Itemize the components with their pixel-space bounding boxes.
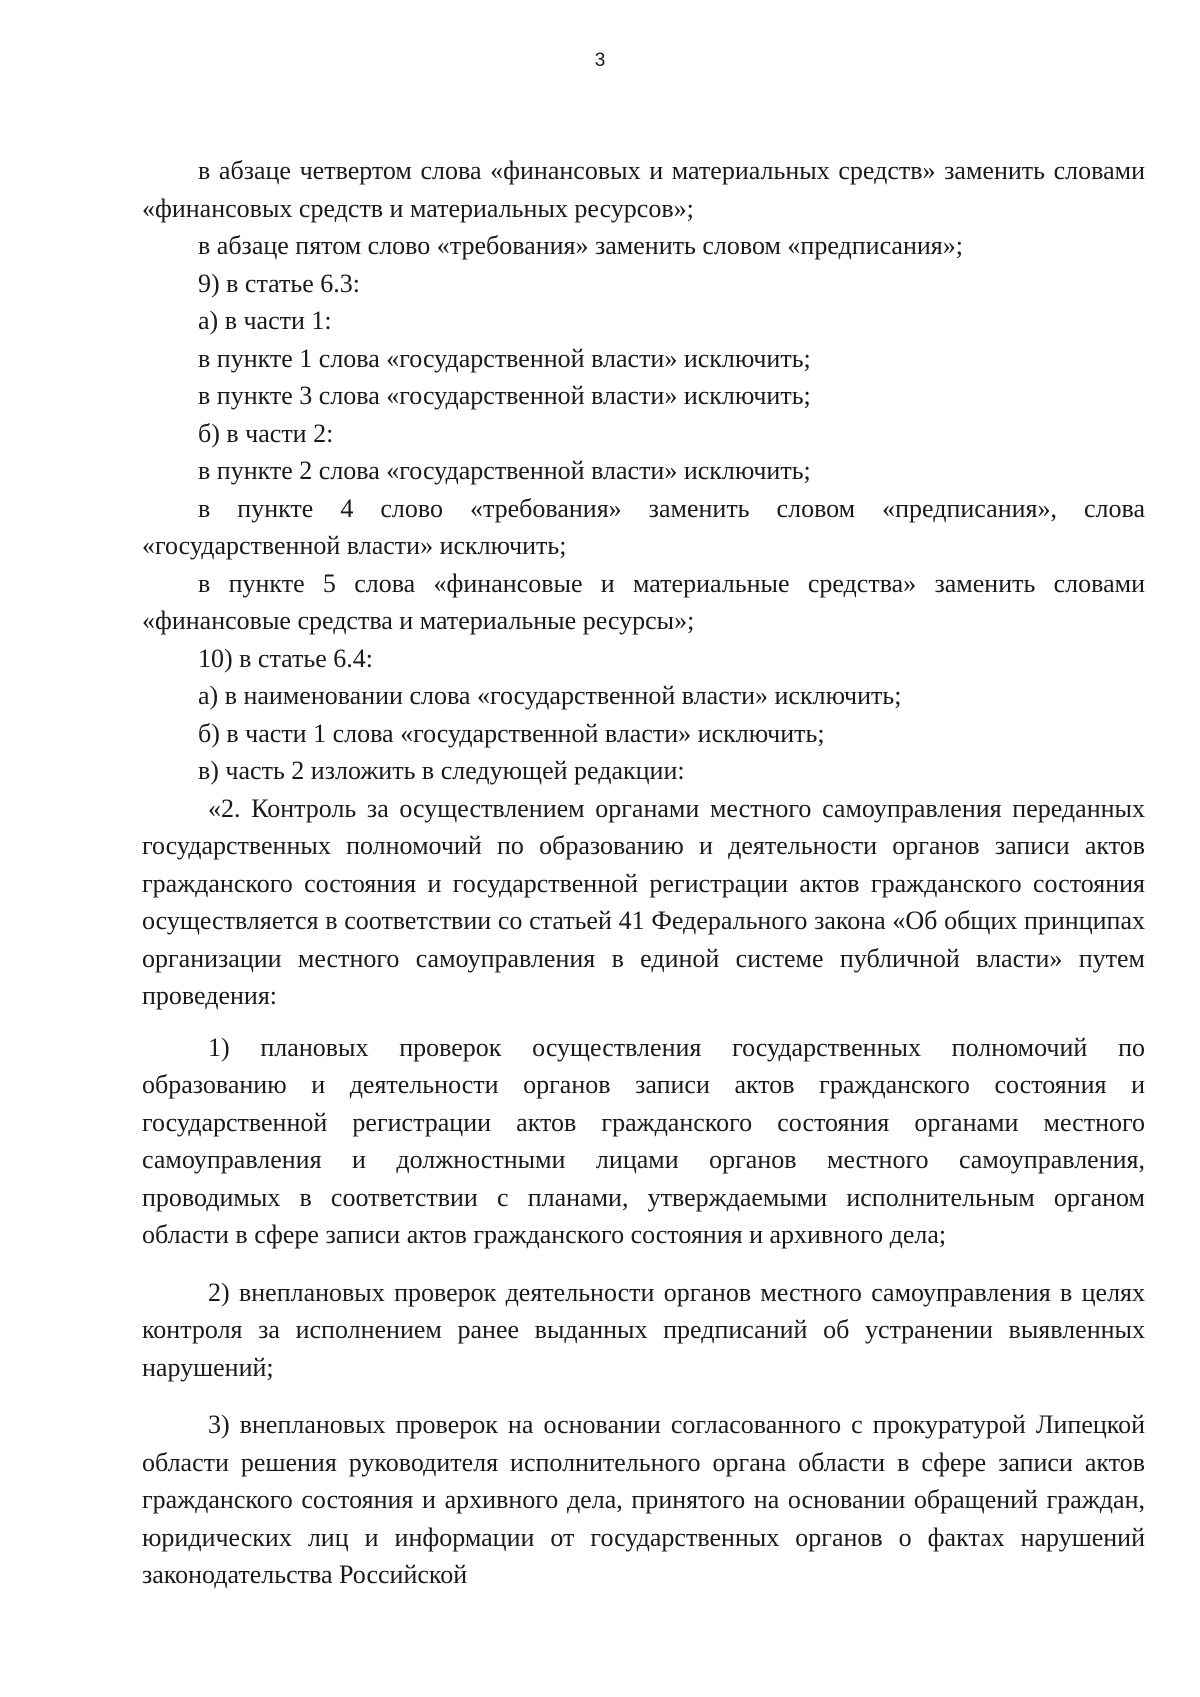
list-item: 3) внеплановых проверок на основании согласованного с прокуратурой Липецкой области решения руководителя исполнительного органа области в сфере записи актов гражданского состояния и архивного дела, принятого на основании обращений граждан, юридических лиц и информации от государственных органов о фактах нарушений законодательства Российской — [142, 1410, 1145, 1589]
page-number: 3 — [594, 50, 606, 71]
paragraph: а) в части 1: — [198, 306, 332, 335]
paragraph: в) часть 2 изложить в следующей редакции: — [198, 756, 685, 785]
paragraph: в пункте 4 слово «требования» заменить словом «предписания», слова «государственной власти» исключить; — [142, 493, 1145, 560]
quoted-paragraph: «2. Контроль за осуществлением органами местного самоуправления переданных государственных полномочий по образованию и деятельности органов записи актов гражданского состояния и государственной регистрации актов гражданского состояния осуществляется в соответствии со статьей 41 Федерального закона «Об общих принципах организации местного самоуправления в единой системе публичной власти» путем проведения: — [142, 793, 1145, 1010]
list-item: 1) плановых проверок осуществления государственных полномочий по образованию и деятельности органов записи актов гражданского состояния и государственной регистрации актов гражданского состояния органами местного самоуправления и должностными лицами органов местного самоуправления, проводимых в соответствии с планами, утверждаемыми исполнительным органом области в сфере записи актов гражданского состояния и архивного дела; — [142, 1032, 1145, 1249]
paragraph: в пункте 1 слова «государственной власти» исключить; — [198, 343, 811, 373]
paragraph: б) в части 1 слова «государственной власти» исключить; — [198, 718, 825, 748]
paragraph: 10) в статье 6.4: — [198, 643, 374, 673]
document-body — [142, 152, 1145, 1594]
list-item: 2) внеплановых проверок деятельности органов местного самоуправления в целях контроля за исполнением ранее выданных предписаний об устранении выявленных нарушений; — [142, 1277, 1145, 1382]
paragraph: б) в части 2: — [198, 418, 334, 448]
paragraph: в абзаце пятом слово «требования» заменить словом «предписания»; — [198, 231, 963, 260]
paragraph: в абзаце четвертом слова «финансовых и материальных средств» заменить словами «финансовых средств и материальных ресурсов»; — [142, 156, 1145, 223]
paragraph: в пункте 5 слова «финансовые и материальные средства» заменить словами «финансовые средства и материальные ресурсы»; — [142, 568, 1145, 635]
paragraph: а) в наименовании слова «государственной власти» исключить; — [198, 681, 902, 710]
paragraph: в пункте 2 слова «государственной власти» исключить; — [198, 456, 811, 485]
paragraph: в пункте 3 слова «государственной власти» исключить; — [198, 381, 811, 410]
paragraph: 9) в статье 6.3: — [198, 268, 361, 298]
